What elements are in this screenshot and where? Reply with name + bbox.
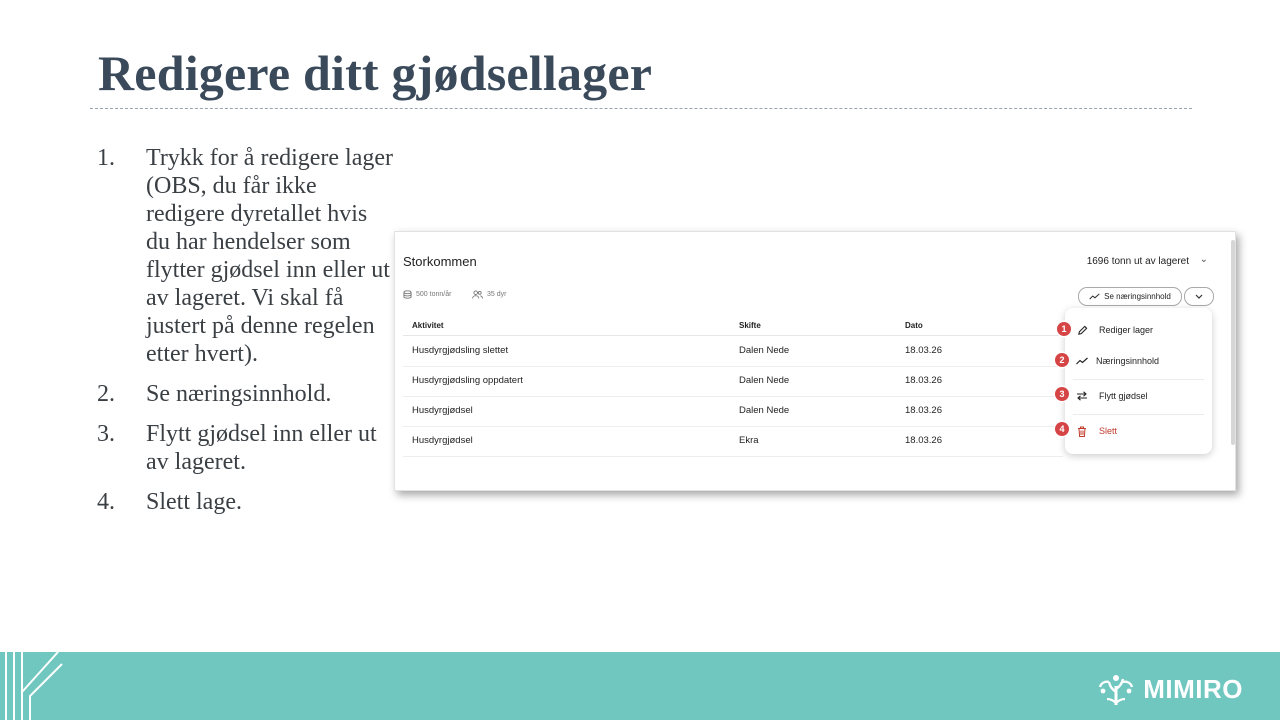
cell-field: Dalen Nede <box>739 405 790 416</box>
menu-item-delete[interactable] <box>1065 415 1212 447</box>
cell-date: 18.03.26 <box>905 345 942 356</box>
chevron-down-icon[interactable]: ⌄ <box>1199 254 1208 265</box>
step-number: 2. <box>97 381 115 407</box>
column-header-date: Dato <box>905 321 923 330</box>
decorative-lines <box>0 652 70 720</box>
brand-logo <box>1097 672 1243 706</box>
step-number: 3. <box>97 421 115 447</box>
footer-bar <box>0 652 1280 720</box>
menu-item-nutrition[interactable] <box>1065 345 1212 377</box>
more-actions-button[interactable] <box>1184 287 1214 306</box>
pencil-icon <box>1076 324 1088 336</box>
instruction-step <box>97 144 397 368</box>
step-text: Slett lage. <box>146 489 242 515</box>
brand-name: MIMIRO <box>1143 673 1243 704</box>
step-badge: 2 <box>1055 353 1069 367</box>
cell-activity: Husdyrgjødsling oppdatert <box>412 375 523 386</box>
nutrition-button-label: Se næringsinnhold <box>1104 292 1171 301</box>
actions-menu <box>1065 308 1212 454</box>
out-summary-dropdown[interactable]: 1696 tonn ut av lageret <box>1086 256 1189 267</box>
menu-item-label: Næringsinnhold <box>1096 356 1160 366</box>
database-icon <box>403 290 412 299</box>
table-row[interactable] <box>403 336 1063 367</box>
capacity-value: 500 tonn/år <box>416 291 452 298</box>
menu-item-edit-storage[interactable] <box>1065 314 1212 346</box>
app-screenshot <box>394 231 1236 491</box>
menu-item-move-manure[interactable] <box>1065 380 1212 412</box>
step-badge: 1 <box>1057 322 1071 336</box>
step-badge: 3 <box>1055 387 1069 401</box>
cell-date: 18.03.26 <box>905 405 942 416</box>
store-name: Storkommen <box>403 254 477 269</box>
cell-field: Dalen Nede <box>739 375 790 386</box>
cell-field: Ekra <box>739 435 759 446</box>
trend-icon <box>1076 355 1088 367</box>
instruction-step <box>97 488 397 516</box>
cell-activity: Husdyrgjødsling slettet <box>412 345 509 356</box>
cell-activity: Husdyrgjødsel <box>412 405 473 416</box>
cell-activity: Husdyrgjødsel <box>412 435 473 446</box>
menu-item-label: Slett <box>1099 426 1118 436</box>
instruction-step <box>97 380 397 408</box>
step-text: Trykk for å redigere lager (OBS, du får ikke redigere dyretallet hvis du har hendelser som flytter gjødsel inn eller ut av lageret. Vi skal få justert på denne regelen etter hvert). <box>146 145 394 367</box>
scrollbar[interactable] <box>1231 240 1235 445</box>
cell-field: Dalen Nede <box>739 345 790 356</box>
instruction-step <box>97 420 397 476</box>
cell-date: 18.03.26 <box>905 435 942 446</box>
chevron-down-icon <box>1195 294 1203 299</box>
instruction-list <box>97 144 397 528</box>
table-row[interactable] <box>403 396 1063 427</box>
animals-info <box>472 290 506 299</box>
menu-item-label: Flytt gjødsel <box>1099 391 1148 401</box>
title-divider <box>90 108 1192 109</box>
step-number: 1. <box>97 145 115 171</box>
slide-title: Redigere ditt gjødsellager <box>98 45 653 101</box>
column-header-field: Skifte <box>739 321 761 330</box>
menu-item-label: Rediger lager <box>1099 325 1154 335</box>
column-header-activity: Aktivitet <box>412 321 444 330</box>
table-row[interactable] <box>403 426 1063 457</box>
tree-logo-icon <box>1097 672 1135 706</box>
step-text: Se næringsinnhold. <box>146 381 332 407</box>
trend-icon <box>1089 293 1100 300</box>
people-icon <box>472 290 483 299</box>
cell-date: 18.03.26 <box>905 375 942 386</box>
step-badge: 4 <box>1055 422 1069 436</box>
animals-value: 35 dyr <box>487 291 507 298</box>
capacity-info <box>403 290 451 299</box>
nutrition-button[interactable] <box>1078 287 1182 306</box>
swap-arrows-icon <box>1076 390 1088 402</box>
step-text: Flytt gjødsel inn eller ut av lageret. <box>146 421 377 475</box>
trash-icon <box>1076 425 1088 437</box>
table-row[interactable] <box>403 366 1063 397</box>
step-number: 4. <box>97 489 115 515</box>
